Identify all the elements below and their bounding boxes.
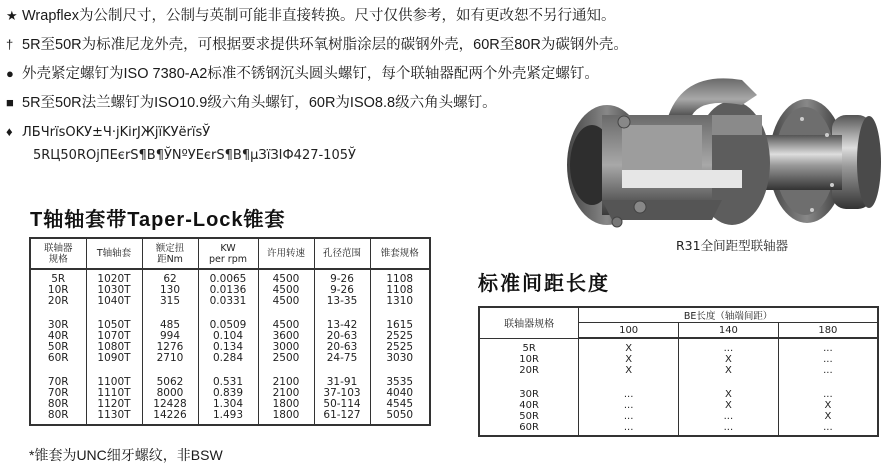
table-cell: ...	[778, 422, 878, 436]
table-cell: 1090T	[86, 353, 142, 364]
table-cell: 31-91	[314, 364, 370, 388]
table-cell: 10R	[479, 354, 579, 365]
table-cell: 5050	[370, 410, 430, 425]
square-icon: ■	[6, 95, 14, 110]
column-header: 孔径范围	[314, 238, 370, 269]
table-cell: 1.304	[198, 399, 258, 410]
table-cell: 4500	[258, 307, 314, 331]
table-cell: 2525	[370, 331, 430, 342]
table-cell: 4500	[258, 269, 314, 285]
table-cell: X	[679, 365, 779, 376]
table-cell: 80R	[30, 410, 86, 425]
table-cell: 30R	[30, 307, 86, 331]
figure-caption: R31全间距型联轴器	[676, 238, 789, 253]
table-row	[479, 376, 878, 400]
table-row	[479, 365, 878, 376]
note-flange-screws: ■ 5R至50R法兰螺钉为ISO10.9级六角头螺钉，60R为ISO8.8级六角头螺钉。	[6, 95, 497, 111]
table-cell: 14226	[142, 410, 198, 425]
table-cell: 50R	[30, 342, 86, 353]
table-cell: 30R	[479, 376, 579, 400]
table-row	[30, 364, 430, 388]
table-cell: 0.839	[198, 388, 258, 399]
table-cell: 61-127	[314, 410, 370, 425]
table-row	[30, 307, 430, 331]
table-cell: 1020T	[86, 269, 142, 285]
table-cell: 20-63	[314, 342, 370, 353]
table-cell: 2525	[370, 342, 430, 353]
coupling-illustration-icon	[562, 75, 887, 235]
table-cell: 2500	[258, 353, 314, 364]
table-cell: 9-26	[314, 269, 370, 285]
table-cell: 1108	[370, 269, 430, 285]
table-cell: 1276	[142, 342, 198, 353]
table-cell: 130	[142, 285, 198, 296]
table-cell: 60R	[30, 353, 86, 364]
table-cell: 994	[142, 331, 198, 342]
table-cell: 70R	[30, 364, 86, 388]
table-cell: 50R	[479, 411, 579, 422]
column-header: 锥套规格	[370, 238, 430, 269]
column-header: 额定扭 距Nm	[142, 238, 198, 269]
table-cell: 40R	[30, 331, 86, 342]
table-cell: ...	[579, 400, 679, 411]
table-cell: X	[679, 354, 779, 365]
table-cell: ...	[679, 338, 779, 354]
table-cell: 1110T	[86, 388, 142, 399]
table-cell: X	[579, 338, 679, 354]
table-row	[479, 422, 878, 436]
table-cell: 2100	[258, 364, 314, 388]
column-header: T轴轴套	[86, 238, 142, 269]
table-cell: 485	[142, 307, 198, 331]
table-cell: X	[778, 400, 878, 411]
table-cell: ...	[778, 338, 878, 354]
table-cell: X	[579, 365, 679, 376]
table-cell: 0.0331	[198, 296, 258, 307]
table-cell: 1120T	[86, 399, 142, 410]
note-housing-screws: ● 外壳紧定螺钉为ISO 7380-A2标准不锈钢沉头圆头螺钉，每个联轴器配两个外壳紧定螺钉。	[6, 66, 599, 82]
table-cell: ...	[579, 376, 679, 400]
table-cell: ...	[579, 422, 679, 436]
table-cell: 13-42	[314, 307, 370, 331]
table-cell: 3030	[370, 353, 430, 364]
table-cell: 8000	[142, 388, 198, 399]
table-cell: X	[778, 411, 878, 422]
table-cell: 20R	[30, 296, 86, 307]
table-row	[30, 353, 430, 364]
table-cell: 315	[142, 296, 198, 307]
table-cell: 12428	[142, 399, 198, 410]
table-cell: 5062	[142, 364, 198, 388]
table-cell: X	[579, 354, 679, 365]
table-cell: 4545	[370, 399, 430, 410]
table-cell: 1030T	[86, 285, 142, 296]
table-cell: 13-35	[314, 296, 370, 307]
table-cell: X	[679, 400, 779, 411]
table-cell: 1310	[370, 296, 430, 307]
taper-lock-table	[29, 237, 431, 426]
table-row	[30, 296, 430, 307]
table-cell: 1800	[258, 399, 314, 410]
table-cell: 37-103	[314, 388, 370, 399]
table-cell: 3535	[370, 364, 430, 388]
table-cell: 1080T	[86, 342, 142, 353]
table-cell: ...	[778, 365, 878, 376]
table-row	[479, 354, 878, 365]
table-cell: 4500	[258, 296, 314, 307]
table-cell: 0.0136	[198, 285, 258, 296]
table-cell: ...	[778, 354, 878, 365]
table-cell: 1100T	[86, 364, 142, 388]
column-header-spec: 联轴器规格	[479, 307, 579, 338]
column-header: 许用转速	[258, 238, 314, 269]
table-cell: 20-63	[314, 331, 370, 342]
table-cell: 1070T	[86, 331, 142, 342]
table-cell: 60R	[479, 422, 579, 436]
table-cell: 62	[142, 269, 198, 285]
table-cell: 1.493	[198, 410, 258, 425]
table-cell: 50-114	[314, 399, 370, 410]
table-cell: 1130T	[86, 410, 142, 425]
column-header: 联轴器 规格	[30, 238, 86, 269]
table-cell: 10R	[30, 285, 86, 296]
table-cell: ...	[778, 376, 878, 400]
standard-spacing-table	[478, 306, 879, 437]
table-row	[30, 269, 430, 285]
table-cell: 40R	[479, 400, 579, 411]
table1-title: T轴轴套带Taper-Lock锥套	[30, 209, 286, 231]
table-cell: 1800	[258, 410, 314, 425]
note-metric: ★ Wrapflex为公制尺寸，公制与英制可能非直接转换。尺寸仅供参考，如有更改恕不另行通知。	[6, 8, 616, 24]
table-cell: 20R	[479, 365, 579, 376]
table-cell: 1615	[370, 307, 430, 331]
table-cell: X	[679, 376, 779, 400]
note-garbled-2: 5RЦ50ROjПЕєrS¶B¶ЎNºУЕєrS¶B¶µЗїЗIФ427-105Ў	[33, 148, 356, 163]
table-cell: 70R	[30, 388, 86, 399]
table-cell: 2100	[258, 388, 314, 399]
table-cell: 1050T	[86, 307, 142, 331]
table-cell: ...	[579, 411, 679, 422]
column-header: KW per rpm	[198, 238, 258, 269]
table-cell: 80R	[30, 399, 86, 410]
table-row	[479, 411, 878, 422]
table-cell: ...	[679, 411, 779, 422]
table-cell: 1040T	[86, 296, 142, 307]
table-cell: 3000	[258, 342, 314, 353]
table-cell: 0.104	[198, 331, 258, 342]
table-cell: 9-26	[314, 285, 370, 296]
column-header-be-length: BE长度（轴端间距）	[579, 307, 878, 323]
table1-footnote: *锥套为UNC细牙螺纹，非BSW	[29, 447, 223, 463]
table-cell: 0.0065	[198, 269, 258, 285]
table2-title: 标准间距长度	[478, 273, 610, 295]
table-cell: 24-75	[314, 353, 370, 364]
diamond-icon: ♦	[6, 124, 13, 139]
table-cell: 0.531	[198, 364, 258, 388]
table-cell: 4500	[258, 285, 314, 296]
table-cell: 0.0509	[198, 307, 258, 331]
dagger-icon: †	[6, 37, 14, 52]
column-header-length: 180	[778, 323, 878, 339]
table-row	[30, 410, 430, 425]
table-row	[479, 338, 878, 354]
star-icon: ★	[6, 8, 18, 23]
note-garbled-1: ♦ ЛБЧrïsOKУ±Ч·jKirЈЖjïKУërïsЎ	[6, 124, 211, 140]
table-cell: 5R	[30, 269, 86, 285]
table-cell: 5R	[479, 338, 579, 354]
table-cell: 4040	[370, 388, 430, 399]
table-cell: 2710	[142, 353, 198, 364]
column-header-length: 140	[679, 323, 779, 339]
table-cell: ...	[679, 422, 779, 436]
column-header-length: 100	[579, 323, 679, 339]
table-cell: 3600	[258, 331, 314, 342]
coupling-image	[562, 75, 887, 235]
note-housing-material: † 5R至50R为标准尼龙外壳，可根据要求提供环氧树脂涂层的碳钢外壳，60R至80R为碳钢外壳。	[6, 37, 628, 53]
table-cell: 0.134	[198, 342, 258, 353]
table-cell: 0.284	[198, 353, 258, 364]
table-cell: 1108	[370, 285, 430, 296]
circle-icon: ●	[6, 66, 14, 81]
table-row	[479, 400, 878, 411]
